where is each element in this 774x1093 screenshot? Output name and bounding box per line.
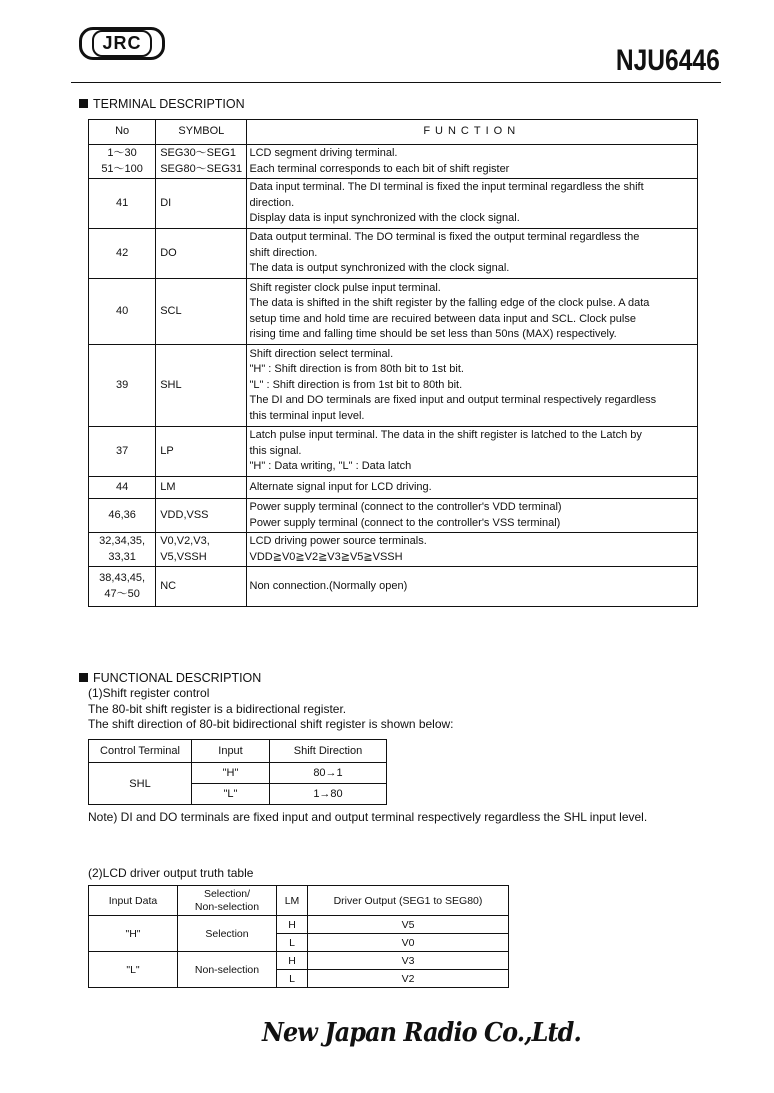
terminal-row: [89, 345, 698, 427]
truth-header-lm: LM: [277, 886, 308, 916]
terminal-no: 39: [89, 345, 156, 427]
truth-output: V0: [308, 934, 509, 952]
terminal-row: [89, 279, 698, 345]
terminal-function: Data output terminal. The DO terminal is fixed the output terminal regardless the shift direction. The data is output synchronized with the clock signal.: [246, 229, 698, 279]
truth-input-h: "H": [89, 916, 178, 952]
terminal-function: LCD segment driving terminal. Each terminal corresponds to each bit of shift register: [246, 145, 698, 179]
functional-text: [88, 686, 454, 733]
terminal-row: [89, 533, 698, 567]
terminal-no: 41: [89, 179, 156, 229]
truth-output: V3: [308, 952, 509, 970]
shift-direction-l: 1→80: [270, 784, 387, 805]
truth-lm: H: [277, 916, 308, 934]
terminal-symbol: LP: [156, 427, 246, 477]
shift-direction-h: 80→1: [270, 763, 387, 784]
truth-output: V5: [308, 916, 509, 934]
truth-lm: L: [277, 970, 308, 988]
terminal-no: 1～30 51～100: [89, 145, 156, 179]
terminal-function: Alternate signal input for LCD driving.: [246, 477, 698, 499]
part-number: NJU6446: [616, 44, 720, 77]
terminal-symbol: DO: [156, 229, 246, 279]
terminal-no: 44: [89, 477, 156, 499]
truth-output: V2: [308, 970, 509, 988]
company-name: New Japan Radio Co.,Ltd.: [262, 1018, 581, 1048]
jrc-logo: [79, 27, 165, 60]
subsection-truth-table: (2)LCD driver output truth table: [88, 866, 254, 880]
truth-header-input: Input Data: [89, 886, 178, 916]
col-header-symbol: SYMBOL: [156, 120, 246, 145]
terminal-symbol: NC: [156, 567, 246, 607]
truth-header-selection: Selection/ Non-selection: [178, 886, 277, 916]
terminal-symbol: V0,V2,V3, V5,VSSH: [156, 533, 246, 567]
terminal-no: 40: [89, 279, 156, 345]
terminal-function: Shift register clock pulse input terminal. The data is shifted in the shift register by the falling edge of the clock pulse. A data setup time and hold time are recuired between data input and SCL. Clock pulse rising time and falling time should be set less than 50ns (MAX) respectively.: [246, 279, 698, 345]
header-rule: [71, 82, 721, 83]
shift-header-terminal: Control Terminal: [89, 740, 192, 763]
shift-direction-table: [88, 739, 387, 805]
truth-non-selection: Non-selection: [178, 952, 277, 988]
truth-selection: Selection: [178, 916, 277, 952]
terminal-symbol: LM: [156, 477, 246, 499]
truth-header-output: Driver Output (SEG1 to SEG80): [308, 886, 509, 916]
terminal-row: [89, 179, 698, 229]
terminal-no: 46,36: [89, 499, 156, 533]
shift-terminal-shl: SHL: [89, 763, 192, 805]
terminal-function: LCD driving power source terminals. VDD≧V0≧V2≧V3≧V5≧VSSH: [246, 533, 698, 567]
truth-lm: L: [277, 934, 308, 952]
shift-header-direction: Shift Direction: [270, 740, 387, 763]
terminal-row: [89, 229, 698, 279]
terminal-no: 42: [89, 229, 156, 279]
terminal-row: [89, 145, 698, 179]
functional-heading: FUNCTIONAL DESCRIPTION: [79, 671, 261, 685]
shift-input-l: "L": [192, 784, 270, 805]
terminal-symbol: DI: [156, 179, 246, 229]
subsection-shift-register: (1)Shift register control: [88, 686, 210, 700]
terminal-no: 37: [89, 427, 156, 477]
terminal-row: [89, 499, 698, 533]
terminal-no: 38,43,45, 47～50: [89, 567, 156, 607]
col-header-no: No: [89, 120, 156, 145]
terminal-symbol: SCL: [156, 279, 246, 345]
truth-input-l: "L": [89, 952, 178, 988]
terminal-symbol: SEG30～SEG1 SEG80～SEG31: [156, 145, 246, 179]
terminal-function: Latch pulse input terminal. The data in the shift register is latched to the Latch by this signal. "H" : Data writing, "L" : Data latch: [246, 427, 698, 477]
shift-input-h: "H": [192, 763, 270, 784]
square-bullet-icon: [79, 99, 88, 108]
col-header-function: FUNCTION: [246, 120, 698, 145]
terminal-row: [89, 427, 698, 477]
terminal-function: Power supply terminal (connect to the controller's VDD terminal) Power supply terminal (connect to the controller's VSS terminal): [246, 499, 698, 533]
truth-lm: H: [277, 952, 308, 970]
truth-table: [88, 885, 509, 988]
terminal-row: [89, 477, 698, 499]
shift-note: Note) DI and DO terminals are fixed input and output terminal respectively regardless the SHL input level.: [88, 810, 648, 824]
square-bullet-icon: [79, 673, 88, 682]
terminal-symbol: SHL: [156, 345, 246, 427]
shift-header-input: Input: [192, 740, 270, 763]
logo-text: JRC: [92, 30, 151, 57]
terminal-heading: TERMINAL DESCRIPTION: [79, 97, 245, 111]
terminal-no: 32,34,35, 33,31: [89, 533, 156, 567]
terminal-table: [88, 119, 698, 607]
terminal-row: [89, 567, 698, 607]
functional-line-2: The shift direction of 80-bit bidirectional shift register is shown below:: [88, 717, 454, 731]
terminal-function: Non connection.(Normally open): [246, 567, 698, 607]
terminal-symbol: VDD,VSS: [156, 499, 246, 533]
functional-line-1: The 80-bit shift register is a bidirectional register.: [88, 701, 347, 716]
terminal-function: Shift direction select terminal. "H" : Shift direction is from 80th bit to 1st bit. "L" : Shift direction is from 1st bit to 80th bit. The DI and DO terminals are fixed input and output terminal respectively regardless this terminal input level.: [246, 345, 698, 427]
terminal-function: Data input terminal. The DI terminal is fixed the input terminal regardless the shift direction. Display data is input synchronized with the clock signal.: [246, 179, 698, 229]
